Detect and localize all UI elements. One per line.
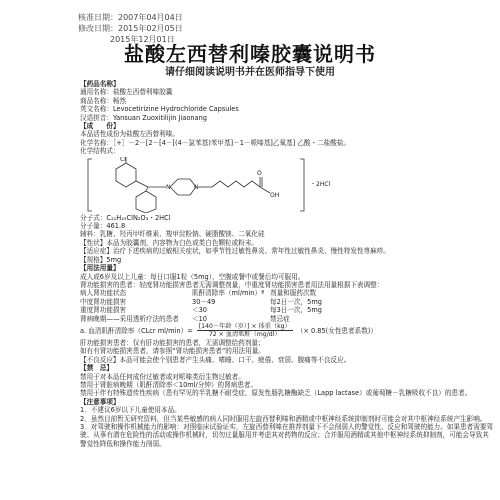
table-header-clearance: 肌酐清除率（ml/min）ª — [192, 289, 265, 298]
section-heading-precautions: 【注意事项】 — [80, 397, 120, 406]
adverse-reactions: 【不良反应】本品可能会使个别患者产生头痛、嗜睡、口干、疲倦、衰弱、腹痛等不良反应。 — [80, 355, 351, 364]
approval-date: 核准日期：2007年04月04日 — [78, 13, 183, 22]
document-title: 盐酸左西替利嗪胶囊说明书 — [124, 42, 376, 66]
active-ingredient: 本品活性成份为盐酸左西替利嗪。 — [80, 130, 179, 139]
formula-denominator: 72 × 血清肌酐（mg/dl） — [208, 331, 281, 339]
o-atom-label: O — [257, 169, 262, 177]
formula-fraction — [197, 323, 293, 339]
n-atom-label-2: N — [194, 183, 199, 191]
table-cell: 禁忌症 — [270, 314, 290, 323]
trade-name: 商品名称：畅然 — [80, 96, 127, 105]
contraindication-1: 禁用于对本品任何成份过敏者或对哌嗪类衍生物过敏者。 — [80, 372, 245, 381]
pinyin-name: 汉语拼音：Yansuan Zuoxitilijin Jiaonang — [80, 113, 207, 122]
table-cell: 重度肾功能损害 — [80, 306, 127, 315]
table-cell: ＜30 — [192, 306, 207, 315]
renal-dosage-table — [80, 289, 494, 323]
table-cell: 每2日一次，5mg — [270, 297, 322, 306]
oh-group-label: OH — [270, 191, 280, 199]
formula-left: a. 血清肌酐清除率（CLcr ml/min）= — [80, 326, 193, 335]
description: 【性状】本品为胶囊剂，内容物为白色或类白色颗粒或粉末。 — [80, 238, 259, 247]
clearance-formula — [80, 323, 494, 339]
hepatic-renal-note: 如有有肾功能损害患者，请参照“肾功能损害患者”的用法用量。 — [80, 347, 265, 356]
document-body — [80, 80, 494, 448]
english-name: 英文名称：Levocetirizine Hydrochloride Capsules — [80, 105, 239, 114]
section-heading-composition: 【成 份】 — [80, 122, 120, 131]
adult-dosage: 成人或6岁及以上儿童：每日口服1粒（5mg），空腹或餐中或餐后均可服用。 — [80, 272, 305, 281]
table-cell: 肾病晚期——采用透析疗法的患者 — [80, 314, 179, 323]
section-heading-name: 【药品名称】 — [80, 80, 120, 88]
formula-numerator: [140－年龄（岁）] × 体重（kg） — [198, 322, 291, 330]
hepatic-dosage: 肝功能损害患者：仅有肝功能损害的患者，无需调整给药剂量； — [80, 338, 265, 347]
n-atom-label-1: N — [166, 183, 171, 191]
chemical-structure — [86, 157, 336, 213]
renal-dosage-intro: 肾功能损害的患者：轻度肾功能损害患者无需调整剂量，中重度肾功能损害患者用法用量根据下表调整： — [80, 280, 384, 289]
molecular-formula: 分子式：C₂₁H₂₅ClN₂O₃・2HCl — [80, 213, 171, 222]
table-cell: ＜10 — [192, 314, 207, 323]
generic-name: 通用名称：盐酸左西替利嗪胶囊 — [80, 88, 173, 97]
table-cell: 每3日一次，5mg — [270, 306, 322, 315]
molecular-weight: 分子量：461.8 — [80, 222, 126, 231]
table-header-status: 病人肾功能状态 — [80, 289, 127, 298]
table-cell: 30－49 — [192, 297, 216, 306]
hcl-label: ・2HCl — [310, 180, 331, 188]
formula-right: （× 0.85(女性患者系数)） — [296, 326, 377, 335]
precaution-3: 3．对驾驶和操作机械能力的影响：对照临床试验证实，左旋西替利嗪在推荐剂量下不会削弱人的警觉性、反应和驾驶的能力。如果患者需要驾驶、从事有潜在危险性的活动或操作机械时，切勿过量服用并考虑其对药物的反应；合并服用酒精或其他中枢神经系统抑制剂，可能会导致其警觉性降低和操作能力削弱。 — [80, 423, 494, 448]
structure-diagram — [86, 157, 336, 213]
precaution-2: 2．虽然目前暂无研究资料，但当某些敏感的病人同时服用左旋西替利嗪和酒精或中枢神经系统抑制剂时可能会对其中枢神经系统产生影响。 — [80, 414, 487, 423]
cl-atom-label: Cl — [120, 156, 126, 163]
contraindication-3: 禁用于伴有特殊遗传性疾病（患有罕见的半乳糖不耐受症，原发性肠乳糖酶缺乏（Lapp lactase）或葡萄糖－乳糖吸收不良）的患者。 — [80, 389, 472, 398]
precaution-1: 1．不建议6岁以下儿童使用本品。 — [80, 406, 181, 415]
table-cell: 中度肾功能损害 — [80, 297, 127, 306]
section-heading-contraindications: 【禁 忌】 — [80, 364, 113, 373]
indications: 【适应症】治疗下述疾病的过敏相关症状，如季节性过敏性鼻炎、常年性过敏性鼻炎、慢性特发性荨麻疹。 — [80, 247, 390, 256]
section-heading-dosage: 【用法用量】 — [80, 264, 120, 273]
specification: 【规格】5mg — [80, 255, 122, 264]
chemical-name: 化学名称：［+］－2－[2－[4－[(4－氯苯基)苯甲基]－1－哌嗪基]乙氧基] 乙酸・二盐酸盐。 — [80, 138, 351, 147]
excipients: 辅料：乳糖、羟丙甲纤维素、羧甲淀粉钠、硬脂酸镁、二氧化硅 — [80, 230, 265, 239]
document-subtitle: 请仔细阅读说明书并在医师指导下使用 — [165, 67, 335, 78]
revision-date-1: 修改日期：2015年02月05日 — [78, 24, 183, 33]
contraindication-2: 禁用于肾脏病晚期（肌酐清除率＜10ml/分钟）的肾病患者。 — [80, 380, 258, 389]
structure-label: 化学结构式： — [80, 147, 120, 156]
table-header-dose: 剂量和服药次数 — [270, 289, 317, 298]
revision-date-2: 2015年12月01日 — [110, 35, 175, 44]
